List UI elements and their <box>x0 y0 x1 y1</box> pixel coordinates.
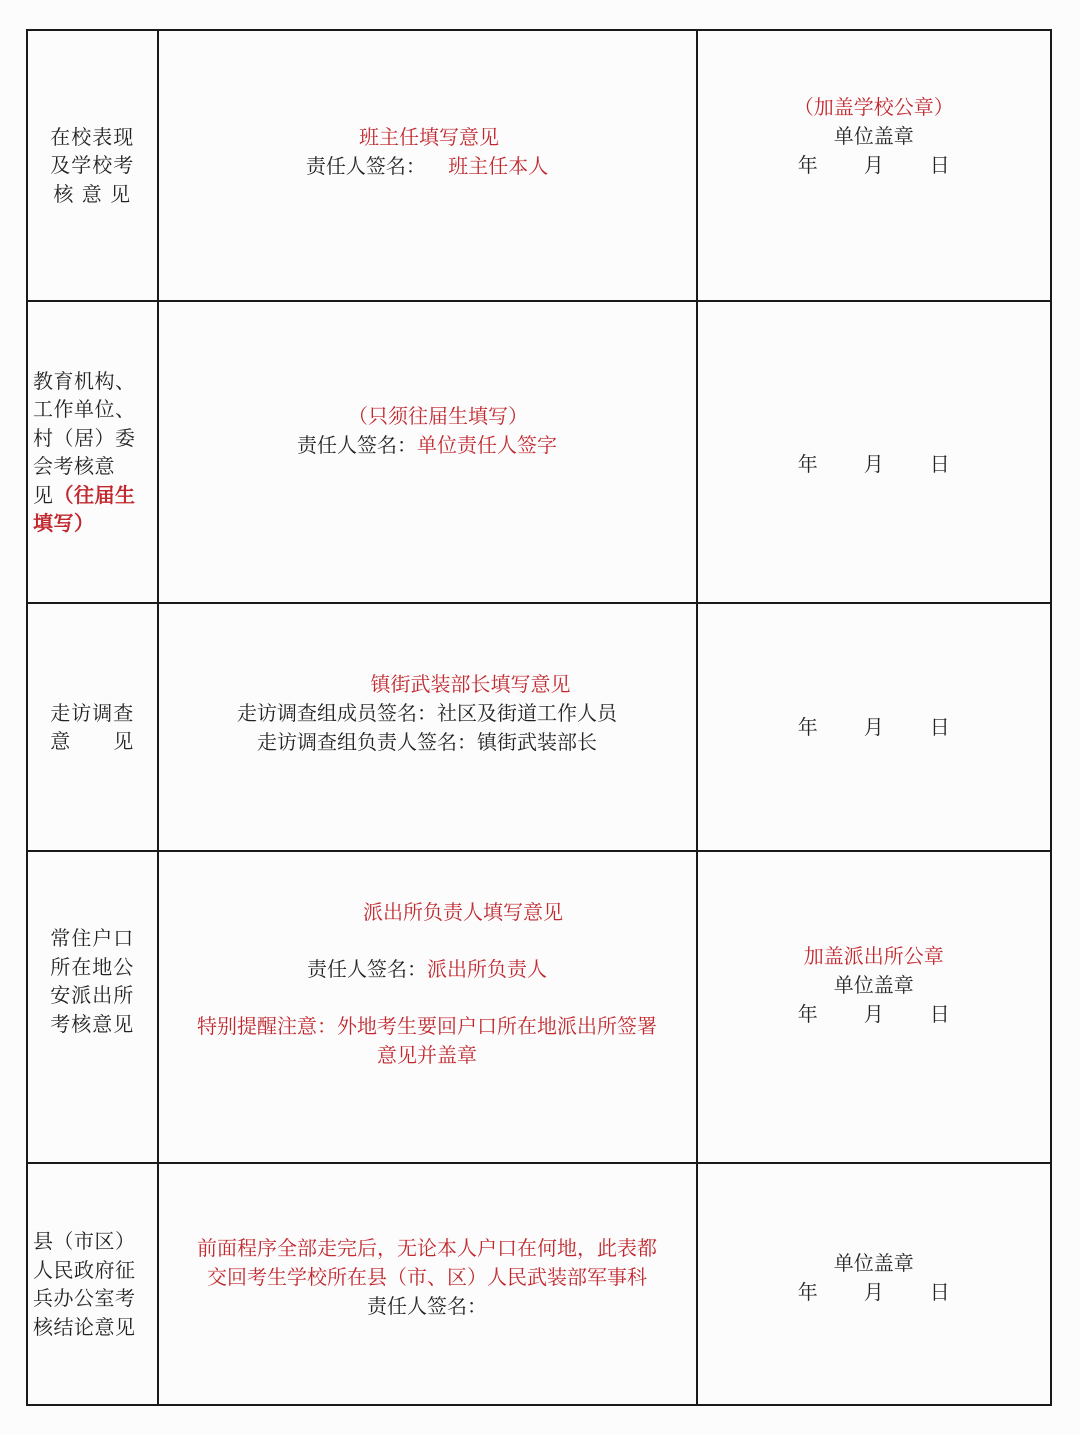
stamp-area <box>698 1249 1050 1307</box>
stamp-label: 单位盖章 <box>833 972 914 997</box>
label-line: 意 见 <box>50 729 135 753</box>
review-form-table <box>26 29 1052 1406</box>
stamp-label: 单位盖章 <box>833 124 914 148</box>
stamp-cell[interactable] <box>697 603 1051 851</box>
date-line <box>798 151 950 180</box>
year-label: 年 <box>797 714 818 739</box>
row-police-review <box>27 851 1051 1163</box>
label-line: 安派出所 <box>50 983 135 1007</box>
label-line: 核结论意见 <box>33 1314 136 1339</box>
stamp-cell[interactable] <box>697 851 1051 1163</box>
row-employer-review <box>27 301 1051 603</box>
stamp-cell[interactable] <box>697 301 1051 603</box>
leader-sign-text: 走访调查组负责人签名：镇街武装部长 <box>257 729 598 754</box>
stamp-note: 加盖派出所公章 <box>803 943 944 968</box>
row-label-cell <box>27 603 158 851</box>
sign-label: 责任人签名： <box>307 957 428 981</box>
stamp-area <box>698 713 1050 742</box>
opinion-cell[interactable] <box>158 1163 697 1405</box>
row-label <box>28 924 157 1038</box>
day-label: 日 <box>929 1280 950 1304</box>
notice-line: 特别提醒注意：外地考生要回户口所在地派出所签署 <box>197 1014 658 1038</box>
year-label: 年 <box>797 153 818 177</box>
label-line: 常住户口 <box>50 926 135 950</box>
year-label: 年 <box>797 1280 818 1304</box>
sign-label: 责任人签名： <box>367 1293 488 1318</box>
opinion-content <box>159 123 696 181</box>
label-line: 县（市区） <box>33 1229 136 1253</box>
month-label: 月 <box>863 153 884 177</box>
label-line: 所在地公 <box>50 954 135 979</box>
instruction-text: 镇街武装部长填写意见 <box>370 671 571 696</box>
month-label: 月 <box>863 714 884 739</box>
month-label: 月 <box>863 451 884 476</box>
day-label: 日 <box>929 1001 950 1026</box>
label-line: 教育机构、 <box>33 368 136 393</box>
month-label: 月 <box>863 1001 884 1026</box>
date-line <box>798 450 950 479</box>
row-label <box>28 1227 157 1341</box>
opinion-content <box>159 898 696 1070</box>
notice-line: 交回考生学校所在县（市、区）人民武装部军事科 <box>207 1264 648 1289</box>
label-line: 及学校考 <box>50 153 135 178</box>
member-sign-text: 走访调查组成员签名：社区及街道工作人员 <box>237 700 618 725</box>
label-line: 兵办公室考 <box>33 1286 136 1310</box>
sign-value: 派出所负责人 <box>427 957 548 981</box>
date-line <box>798 1000 950 1029</box>
row-label <box>28 123 157 209</box>
stamp-area <box>698 942 1050 1029</box>
label-line: 工作单位、 <box>33 397 136 421</box>
opinion-content <box>159 402 696 460</box>
label-line: 走访调查 <box>50 700 135 725</box>
stamp-area <box>698 93 1050 180</box>
date-line <box>798 713 950 742</box>
day-label: 日 <box>929 451 950 476</box>
label-line: 见 <box>33 482 54 507</box>
stamp-area <box>698 450 1050 479</box>
opinion-cell[interactable] <box>158 30 697 301</box>
row-label-cell <box>27 30 158 301</box>
row-label-cell <box>27 1163 158 1405</box>
month-label: 月 <box>863 1280 884 1304</box>
row-label-cell <box>27 851 158 1163</box>
year-label: 年 <box>797 451 818 476</box>
notice-line: 前面程序全部走完后，无论本人户口在何地，此表都 <box>197 1235 658 1260</box>
stamp-cell[interactable] <box>697 30 1051 301</box>
label-line: 在校表现 <box>50 124 135 149</box>
label-red-note: （往届生 <box>53 482 136 507</box>
sign-label: 责任人签名： <box>305 153 426 178</box>
sign-value: 班主任本人 <box>448 153 549 178</box>
year-label: 年 <box>797 1001 818 1026</box>
row-school-review <box>27 30 1051 301</box>
opinion-content <box>159 670 696 757</box>
instruction-text: 班主任填写意见 <box>359 124 500 149</box>
label-line: 会考核意 <box>33 454 115 478</box>
date-line <box>798 1278 950 1307</box>
notice-line: 意见并盖章 <box>377 1043 478 1067</box>
row-label-cell <box>27 301 158 603</box>
opinion-cell[interactable] <box>158 851 697 1163</box>
stamp-label: 单位盖章 <box>833 1251 914 1275</box>
stamp-note: （加盖学校公章） <box>793 95 954 119</box>
label-line: 人民政府征 <box>33 1257 136 1282</box>
row-label <box>28 367 157 538</box>
opinion-cell[interactable] <box>158 301 697 603</box>
sign-value: 单位责任人签字 <box>417 433 558 457</box>
stamp-cell[interactable] <box>697 1163 1051 1405</box>
row-label <box>28 699 157 756</box>
row-county-conclusion <box>27 1163 1051 1405</box>
instruction-text: 派出所负责人填写意见 <box>363 900 564 924</box>
sign-label: 责任人签名： <box>297 433 418 457</box>
row-visit-survey <box>27 603 1051 851</box>
label-line: 核 意 见 <box>53 181 132 206</box>
opinion-content <box>159 1234 696 1321</box>
instruction-text: （只须往届生填写） <box>348 404 529 428</box>
opinion-cell[interactable] <box>158 603 697 851</box>
label-line: 村（居）委 <box>33 425 136 450</box>
day-label: 日 <box>929 153 950 177</box>
label-red-note: 填写） <box>33 511 95 535</box>
label-line: 考核意见 <box>50 1011 135 1036</box>
day-label: 日 <box>929 714 950 739</box>
